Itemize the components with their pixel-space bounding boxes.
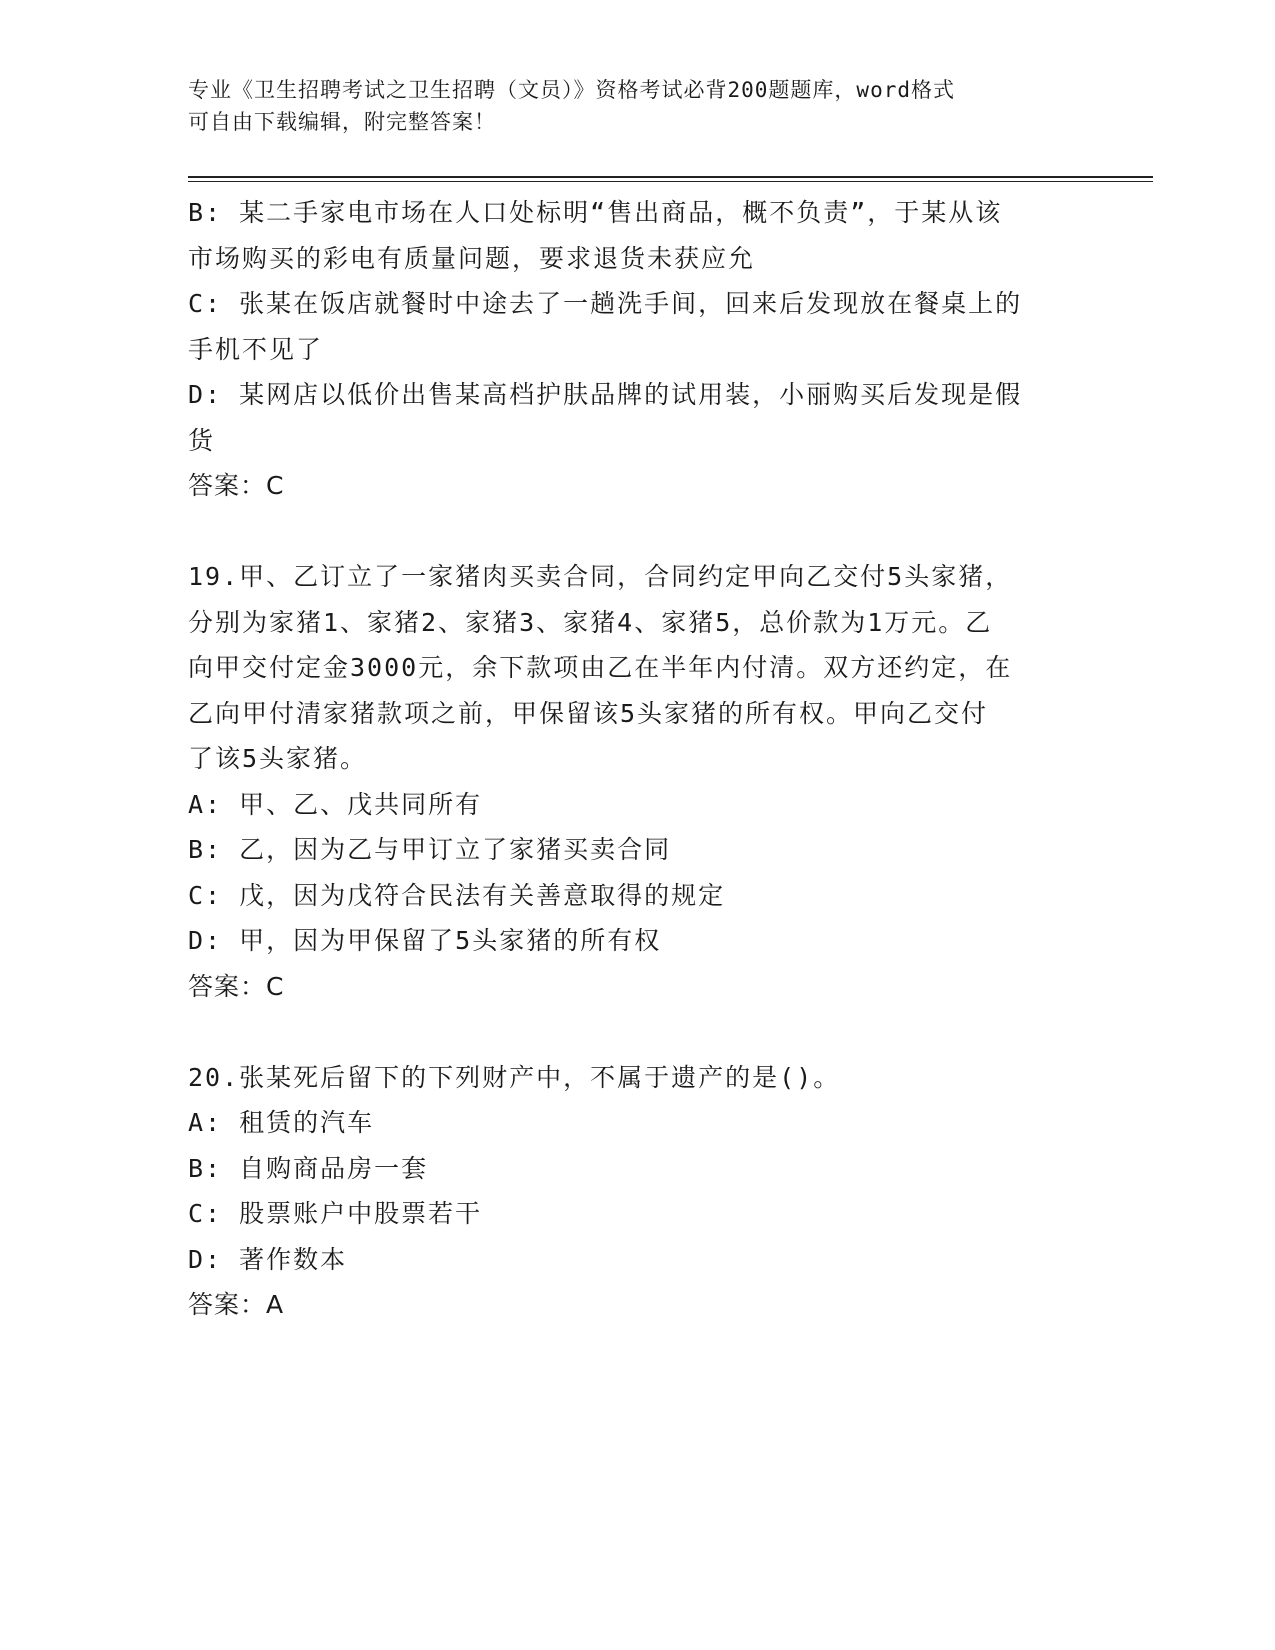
answer-line: 答案：C (188, 471, 285, 500)
spacer (188, 1009, 1088, 1055)
option-b: B: 自购商品房一套 (188, 1153, 429, 1183)
document-body (188, 190, 1088, 1328)
question-20 (188, 1055, 1088, 1328)
option-b: B: 乙，因为乙与甲订立了家猪买卖合同 (188, 835, 672, 864)
option-b-line-1: B: 某二手家电市场在人口处标明“售出商品，概不负责”，于某从该 (188, 198, 1003, 227)
question-stem-line: 向甲交付定金3000元，余下款项由乙在半年内付清。双方还约定，在 (188, 653, 1013, 682)
header-title-line-2: 可自由下载编辑，附完整答案！ (188, 110, 496, 134)
option-c: C: 戊，因为戊符合民法有关善意取得的规定 (188, 880, 726, 910)
header-rule-thin (188, 181, 1153, 182)
header-title-line-1: 专业《卫生招聘考试之卫生招聘（文员）》资格考试必背200题题库，word格式 (188, 78, 955, 102)
option-d: D: 著作数本 (188, 1244, 348, 1274)
option-c-line-1: C: 张某在饭店就餐时中途去了一趟洗手间，回来后发现放在餐桌上的 (188, 289, 1023, 318)
question-stem-line: 20.张某死后留下的下列财产中，不属于遗产的是()。 (188, 1062, 841, 1092)
option-d-line-1: D: 某网店以低价出售某高档护肤品牌的试用装，小丽购买后发现是假 (188, 380, 1023, 409)
document-header (188, 74, 1068, 138)
previous-question (188, 190, 1088, 509)
option-a: A: 租赁的汽车 (188, 1108, 375, 1137)
question-stem-line: 乙向甲付清家猪款项之前，甲保留该5头家猪的所有权。甲向乙交付 (188, 698, 989, 728)
option-d-line-2: 货 (188, 425, 216, 455)
option-c-line-2: 手机不见了 (188, 334, 324, 364)
option-b-line-2: 市场购买的彩电有质量问题，要求退货未获应允 (188, 243, 756, 273)
question-19 (188, 554, 1088, 1009)
option-c: C: 股票账户中股票若干 (188, 1199, 483, 1228)
question-stem-line: 了该5头家猪。 (188, 744, 368, 773)
answer-line: 答案：C (188, 971, 285, 1001)
question-stem-line: 19.甲、乙订立了一家猪肉买卖合同，合同约定甲向乙交付5头家猪， (188, 562, 1013, 591)
option-a: A: 甲、乙、戊共同所有 (188, 789, 483, 819)
question-stem-line: 分别为家猪1、家猪2、家猪3、家猪4、家猪5，总价款为1万元。乙 (188, 607, 993, 637)
option-d: D: 甲，因为甲保留了5头家猪的所有权 (188, 926, 662, 955)
spacer (188, 509, 1088, 555)
header-rule-thick (188, 176, 1153, 178)
answer-line: 答案：A (188, 1290, 285, 1319)
